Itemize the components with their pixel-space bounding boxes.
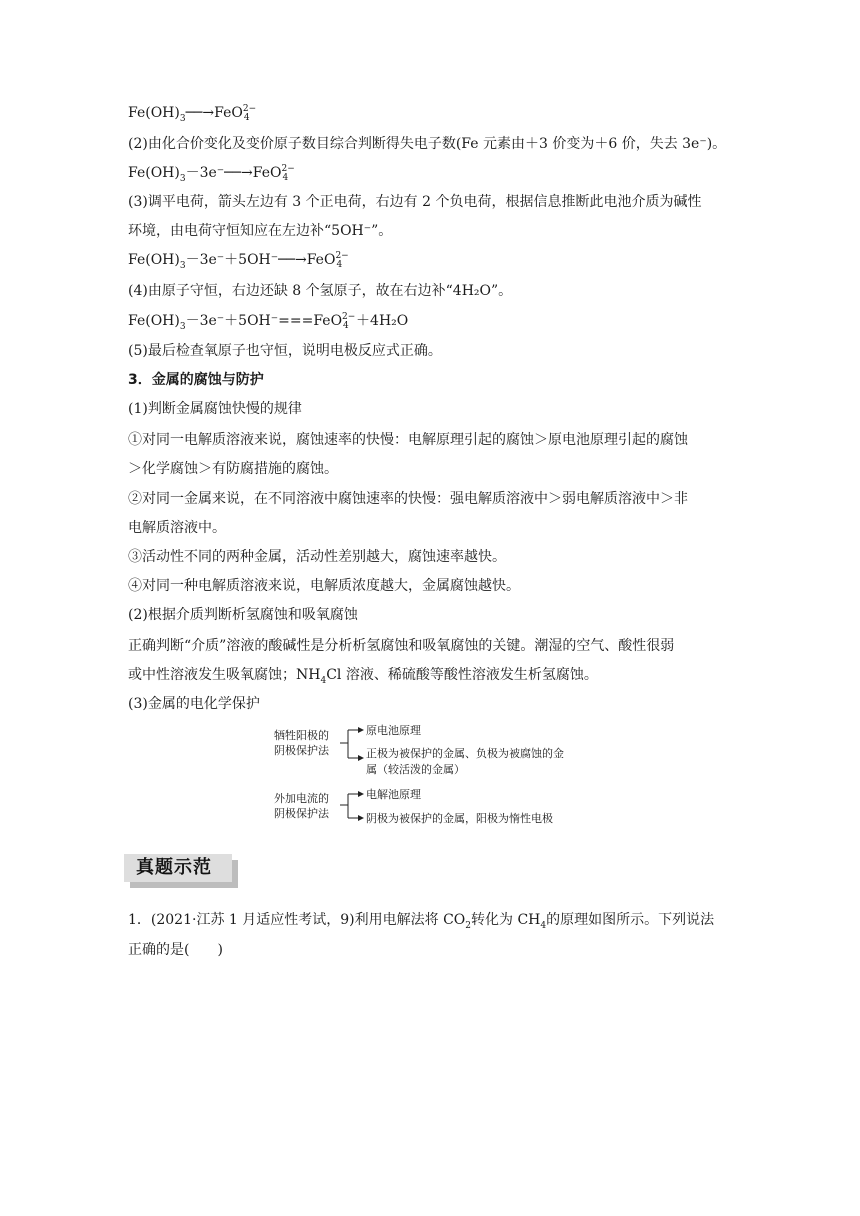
ion-sub: 4 <box>343 321 349 331</box>
ion-sub: 4 <box>282 173 289 183</box>
eq-sub: 3 <box>179 260 186 271</box>
text-run: 1．(2021·江苏 1 月适应性考试，9)利用电解法将 CO <box>128 912 466 928</box>
eq-text: Fe(OH) <box>128 313 180 329</box>
ion-sup: 2− <box>281 164 295 174</box>
method-detail: 正极为被保护的金属、负极为被腐蚀的金 <box>366 747 564 760</box>
ion-charge <box>243 103 257 123</box>
paragraph-line: (5)最后检查氧原子也守恒，说明电极反应式正确。 <box>128 343 442 359</box>
paragraph-line: (3)调平电荷，箭头左边有 3 个正电荷，右边有 2 个负电荷，根据信息推断此电池介质为碱性 <box>128 194 702 210</box>
section-banner <box>124 854 236 884</box>
method-title-sacrificial: 牺牲阳极的 <box>274 729 329 742</box>
text-sub: 2 <box>465 920 471 931</box>
section-heading: 3．金属的腐蚀与防护 <box>128 372 264 388</box>
eq-text: Fe(OH) <box>128 105 180 121</box>
subheading: (3)金属的电化学保护 <box>128 696 260 712</box>
equation-step-1 <box>128 103 257 123</box>
ion-sup: 2− <box>342 312 356 322</box>
paragraph-line: (4)由原子守恒，右边还缺 8 个氢原子，故在右边补“4H₂O”。 <box>128 283 513 299</box>
text-run: 转化为 CH <box>471 912 541 928</box>
eq-text: －3e⁻──→FeO <box>185 165 282 181</box>
paragraph-line: ②对同一金属来说，在不同溶液中腐蚀速率的快慢：强电解质溶液中＞弱电解质溶液中＞非 <box>128 491 688 507</box>
eq-text: Fe(OH) <box>128 165 180 181</box>
eq-text: －3e⁻＋5OH⁻===FeO <box>185 313 343 329</box>
text-run: 的原理如图所示。下列说法 <box>546 912 715 928</box>
paragraph-line: (2)由化合价变化及变价原子数目综合判断得失电子数(Fe 元素由＋3 价变为＋6 价，失去 3e⁻)。 <box>128 136 727 152</box>
subheading: (1)判断金属腐蚀快慢的规律 <box>128 401 302 417</box>
protection-methods-diagram <box>272 718 592 830</box>
paragraph-line: ③活动性不同的两种金属，活动性差别越大，腐蚀速率越快。 <box>128 549 506 565</box>
ion-sub: 4 <box>243 113 250 123</box>
text-run: Cl 溶液、稀硫酸等酸性溶液发生析氢腐蚀。 <box>326 667 598 683</box>
paragraph-line: 电解质溶液中。 <box>128 520 226 536</box>
ion-charge <box>281 163 295 183</box>
text-sub: 4 <box>320 675 327 686</box>
ion-sup: 2− <box>335 251 349 261</box>
ion-charge <box>335 250 349 270</box>
eq-sub: 3 <box>179 173 186 184</box>
method-title-impressed-2: 阴极保护法 <box>274 807 329 820</box>
paragraph-line: ①对同一电解质溶液来说，腐蚀速率的快慢：电解原理引起的腐蚀＞原电池原理引起的腐蚀 <box>128 432 688 448</box>
paragraph-line: 正确判断“介质”溶液的酸碱性是分析析氢腐蚀和吸氧腐蚀的关键。潮湿的空气、酸性很弱 <box>128 638 675 654</box>
question-stem-cont: 正确的是( ) <box>128 942 223 958</box>
question-stem <box>128 910 714 930</box>
text-run: 或中性溶液发生吸氧腐蚀；NH <box>128 667 321 683</box>
eq-text: ＋4H₂O <box>356 313 409 329</box>
method-principle: 原电池原理 <box>366 724 421 737</box>
banner-title: 真题示范 <box>136 857 212 878</box>
eq-text: ──→FeO <box>185 105 243 121</box>
text-sub: 4 <box>540 920 547 931</box>
paragraph-line: ＞化学腐蚀＞有防腐措施的腐蚀。 <box>128 461 338 477</box>
method-detail: 阴极为被保护的金属，阳极为惰性电极 <box>366 812 553 825</box>
method-title-impressed: 外加电流的 <box>274 792 329 805</box>
method-detail-cont: 属（较活泼的金属） <box>366 763 465 776</box>
ion-charge <box>342 311 356 331</box>
equation-step-2 <box>128 163 295 183</box>
eq-text: －3e⁻＋5OH⁻──→FeO <box>185 252 336 268</box>
paragraph-line <box>128 665 598 685</box>
ion-sup: 2− <box>242 104 257 114</box>
equation-final <box>128 311 408 331</box>
paragraph-line: ④对同一种电解质溶液来说，电解质浓度越大，金属腐蚀越快。 <box>128 578 520 594</box>
method-principle: 电解池原理 <box>366 788 421 801</box>
subheading: (2)根据介质判断析氢腐蚀和吸氧腐蚀 <box>128 607 358 623</box>
paragraph-line: 环境，由电荷守恒知应在左边补“5OH⁻”。 <box>128 223 393 239</box>
eq-sub: 3 <box>179 113 186 124</box>
method-title-sacrificial-2: 阴极保护法 <box>274 744 329 757</box>
eq-text: Fe(OH) <box>128 252 180 268</box>
ion-sub: 4 <box>336 260 343 270</box>
eq-sub: 3 <box>179 321 186 332</box>
equation-step-3 <box>128 250 349 270</box>
